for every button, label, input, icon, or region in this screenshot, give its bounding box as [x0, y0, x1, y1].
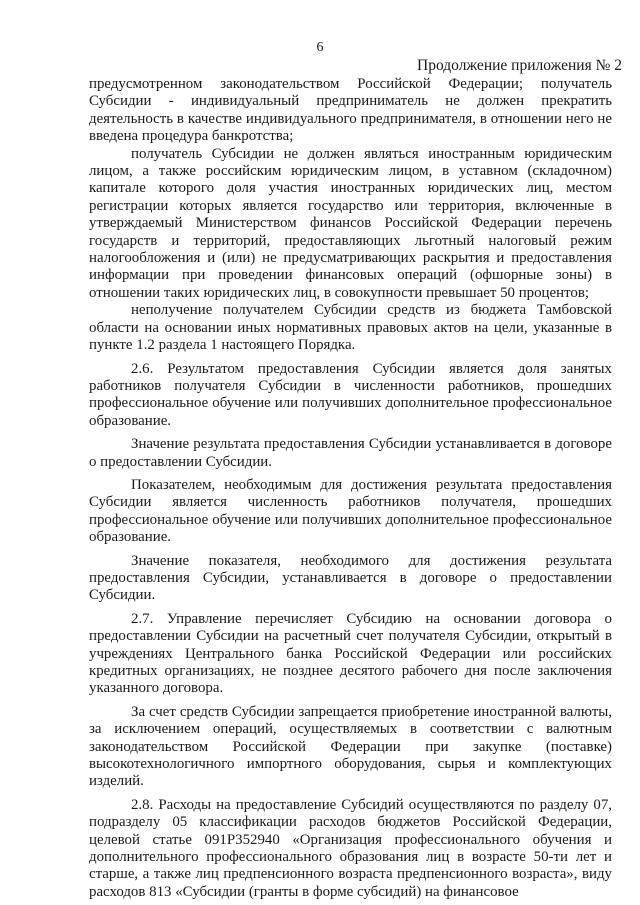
page-number: 6	[316, 40, 324, 55]
paragraph-currency-prohibition: За счет средств Субсидии запрещается приобретение иностранной валюты, за исключением операций, осуществляемых в соответствии с валютным законодательством Российской Федерации при закупке (поставке) высокотехнологичного импортного оборудования, сырья и комплектующих изделий.	[89, 703, 612, 790]
document-body	[89, 76, 612, 901]
paragraph-2-8-expenses: 2.8. Расходы на предоставление Субсидий осуществляются по разделу 07, подразделу 05 классификации расходов бюджетов Российской Федерации, целевой статье 091Р352940 «Организация профессионального обучения и дополнительного профессионального образования лиц в возрасте 50-ти лет и старше, а также лиц предпенсионного возраста предпенсионного возраста», виду расходов 813 «Субсидии (гранты в форме субсидий) на финансовое	[89, 796, 612, 900]
paragraph-foreign-entity-condition: получатель Субсидии не должен являться иностранным юридическим лицом, а также российским юридическим лицом, в уставном (складочном) капитале которого доля участия иностранных юридических лиц, местом регистрации которых является государство или территория, включенные в утверждаемый Министерством финансов Российской Федерации перечень государств и территорий, предоставляющих льготный налоговый режим налогообложения и (или) не предусматривающих раскрытия и предоставления информации при проведении финансовых операций (офшорные зоны) в отношении таких юридических лиц, в совокупности превышает 50 процентов;	[89, 145, 612, 301]
paragraph-result-value: Значение результата предоставления Субсидии устанавливается в договоре о предоставлении Субсидии.	[89, 436, 612, 470]
appendix-continuation-label: Продолжение приложения № 2	[417, 57, 622, 74]
paragraph-indicator: Показателем, необходимым для достижения результата предоставления Субсидии является численность работников получателя, прошедших профессиональное обучение или получивших дополнительное профессиональное образование.	[89, 476, 612, 546]
paragraph-2-7-transfer: 2.7. Управление перечисляет Субсидию на основании договора о предоставлении Субсидии на расчетный счет получателя Субсидии, открытый в учреждениях Центрального банка Российской Федерации или российских кредитных организациях, не позднее десятого рабочего дня после заключения указанного договора.	[89, 610, 612, 697]
paragraph-indicator-value: Значение показателя, необходимого для достижения результата предоставления Субсидии, устанавливается в договоре о предоставлении Субсидии.	[89, 552, 612, 604]
paragraph-no-other-funding-condition: неполучение получателем Субсидии средств из бюджета Тамбовской области на основании иных нормативных правовых актов на цели, указанные в пункте 1.2 раздела 1 настоящего Порядка.	[89, 302, 612, 354]
paragraph-2-6-result: 2.6. Результатом предоставления Субсидии является доля занятых работников получателя Субсидии в численности работников, прошедших профессиональное обучение или получивших дополнительное профессиональное образование.	[89, 360, 612, 429]
paragraph-bankruptcy-condition: предусмотренном законодательством Российской Федерации; получатель Субсидии - индивидуальный предприниматель не должен прекратить деятельность в качестве индивидуального предпринимателя, в отношении него не введена процедура банкротства;	[89, 76, 612, 145]
